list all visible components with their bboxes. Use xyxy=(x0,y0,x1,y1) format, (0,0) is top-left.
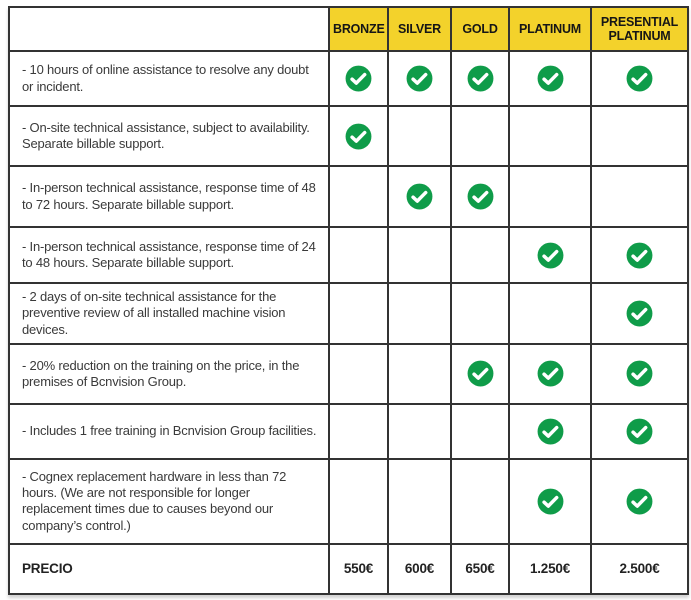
feature-cell-platinum xyxy=(509,227,591,283)
feature-cell-bronze xyxy=(329,344,388,404)
pricing-table xyxy=(8,6,689,595)
feature-cell-silver xyxy=(388,227,451,283)
feature-cell-bronze xyxy=(329,283,388,344)
price-label: PRECIO xyxy=(9,544,329,594)
feature-cell-gold xyxy=(451,51,509,106)
check-circle-icon xyxy=(626,300,653,327)
check-circle-icon xyxy=(467,65,494,92)
check-circle-icon xyxy=(626,65,653,92)
feature-cell-bronze xyxy=(329,166,388,227)
feature-cell-silver xyxy=(388,344,451,404)
check-circle-icon xyxy=(345,123,372,150)
table-row xyxy=(9,106,688,166)
feature-cell-bronze xyxy=(329,227,388,283)
price-row-footer xyxy=(9,544,688,594)
feature-cell-gold xyxy=(451,283,509,344)
check-circle-icon xyxy=(626,418,653,445)
feature-cell-platinum xyxy=(509,51,591,106)
check-circle-icon xyxy=(537,418,564,445)
feature-rows xyxy=(9,51,688,544)
feature-cell-silver xyxy=(388,283,451,344)
check-circle-icon xyxy=(345,65,372,92)
column-header-gold: GOLD xyxy=(451,7,509,51)
table-row xyxy=(9,227,688,283)
feature-cell-presential-platinum xyxy=(591,459,688,544)
feature-cell-silver xyxy=(388,404,451,459)
feature-cell-silver xyxy=(388,166,451,227)
feature-cell-presential-platinum xyxy=(591,283,688,344)
feature-cell-gold xyxy=(451,227,509,283)
feature-description: - 10 hours of online assistance to resolve any doubt or incident. xyxy=(9,51,329,106)
feature-cell-presential-platinum xyxy=(591,166,688,227)
check-circle-icon xyxy=(537,242,564,269)
feature-cell-platinum xyxy=(509,459,591,544)
feature-cell-presential-platinum xyxy=(591,51,688,106)
column-header-bronze: BRONZE xyxy=(329,7,388,51)
check-circle-icon xyxy=(537,488,564,515)
feature-cell-presential-platinum xyxy=(591,344,688,404)
feature-cell-gold xyxy=(451,404,509,459)
feature-description: - Cognex replacement hardware in less than 72 hours. (We are not responsible for longer replacement times due to causes beyond our company’s control.) xyxy=(9,459,329,544)
price-row xyxy=(9,544,688,594)
header-row xyxy=(9,7,688,51)
feature-cell-bronze xyxy=(329,404,388,459)
feature-cell-presential-platinum xyxy=(591,227,688,283)
feature-cell-platinum xyxy=(509,166,591,227)
feature-cell-gold xyxy=(451,166,509,227)
column-header-silver: SILVER xyxy=(388,7,451,51)
check-circle-icon xyxy=(537,65,564,92)
check-circle-icon xyxy=(406,65,433,92)
feature-description: - On-site technical assistance, subject to availability. Separate billable support. xyxy=(9,106,329,166)
feature-cell-bronze xyxy=(329,106,388,166)
feature-cell-gold xyxy=(451,344,509,404)
table-row xyxy=(9,459,688,544)
table-row xyxy=(9,166,688,227)
feature-cell-silver xyxy=(388,106,451,166)
feature-description: - 2 days of on-site technical assistance for the preventive review of all installed machine vision devices. xyxy=(9,283,329,344)
table-header xyxy=(9,7,688,51)
feature-cell-platinum xyxy=(509,106,591,166)
feature-cell-bronze xyxy=(329,51,388,106)
table-row xyxy=(9,404,688,459)
price-silver: 600€ xyxy=(388,544,451,594)
table-row xyxy=(9,283,688,344)
feature-cell-silver xyxy=(388,459,451,544)
feature-description: - 20% reduction on the training on the price, in the premises of Bcnvision Group. xyxy=(9,344,329,404)
feature-cell-platinum xyxy=(509,283,591,344)
check-circle-icon xyxy=(406,183,433,210)
feature-cell-platinum xyxy=(509,344,591,404)
price-gold: 650€ xyxy=(451,544,509,594)
table-row xyxy=(9,51,688,106)
price-platinum: 1.250€ xyxy=(509,544,591,594)
check-circle-icon xyxy=(537,360,564,387)
table-row xyxy=(9,344,688,404)
feature-cell-bronze xyxy=(329,459,388,544)
check-circle-icon xyxy=(626,360,653,387)
feature-description: - Includes 1 free training in Bcnvision Group facilities. xyxy=(9,404,329,459)
feature-cell-platinum xyxy=(509,404,591,459)
column-header-presential-platinum: PRESENTIAL PLATINUM xyxy=(591,7,688,51)
empty-header-cell xyxy=(9,7,329,51)
price-bronze: 550€ xyxy=(329,544,388,594)
column-header-platinum: PLATINUM xyxy=(509,7,591,51)
feature-description: - In-person technical assistance, response time of 24 to 48 hours. Separate billable support. xyxy=(9,227,329,283)
check-circle-icon xyxy=(467,360,494,387)
check-circle-icon xyxy=(626,242,653,269)
feature-description: - In-person technical assistance, response time of 48 to 72 hours. Separate billable support. xyxy=(9,166,329,227)
check-circle-icon xyxy=(467,183,494,210)
check-circle-icon xyxy=(626,488,653,515)
feature-cell-presential-platinum xyxy=(591,106,688,166)
feature-cell-presential-platinum xyxy=(591,404,688,459)
feature-cell-silver xyxy=(388,51,451,106)
price-presential-platinum: 2.500€ xyxy=(591,544,688,594)
feature-cell-gold xyxy=(451,106,509,166)
feature-cell-gold xyxy=(451,459,509,544)
